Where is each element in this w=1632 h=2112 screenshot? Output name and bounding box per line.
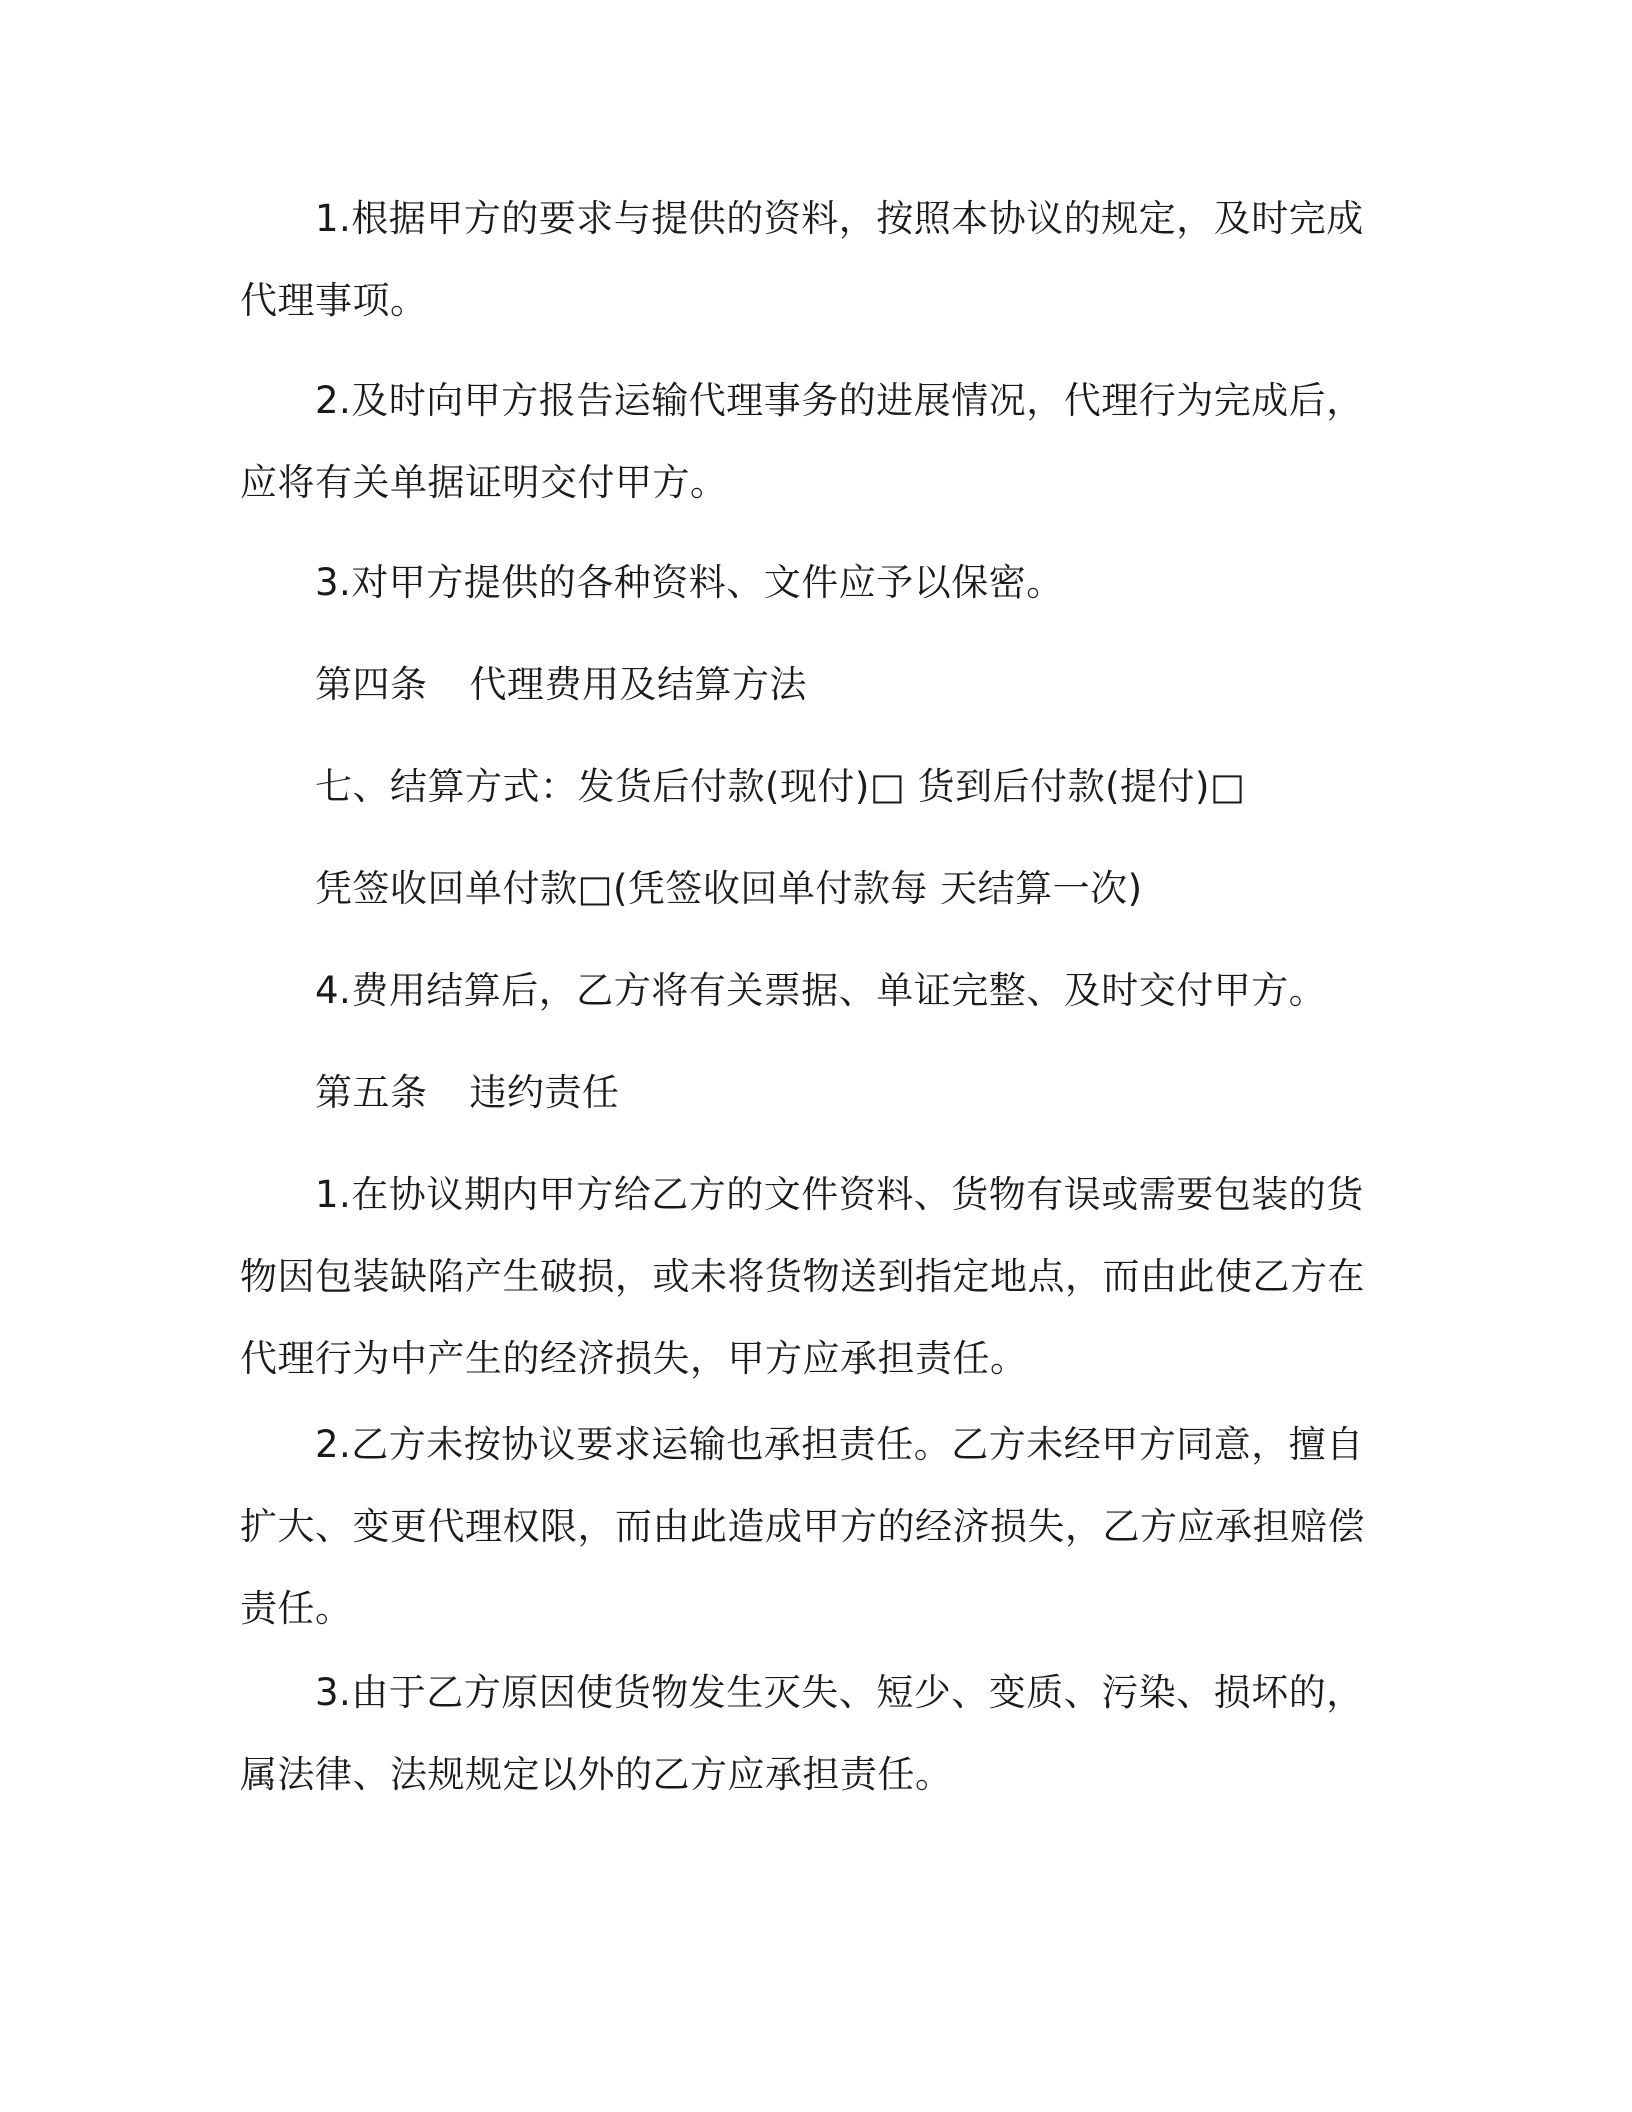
paragraph-clause-3-1 <box>240 178 1364 342</box>
article-title: 代理费用及结算方法 <box>469 663 807 706</box>
article-5-heading <box>240 1052 1360 1134</box>
paragraph-clause-3-2 <box>240 360 1364 524</box>
paragraph-line: 1.在协议期内甲方给乙方的文件资料、货物有误或需要包装的货 <box>315 1173 1364 1216</box>
paragraph-line: 扩大、变更代理权限，而由此造成甲方的经济损失，乙方应承担赔偿 <box>240 1505 1365 1548</box>
paragraph-clause-4-4 <box>240 950 1360 1032</box>
paragraph-line: 凭签收回单付款□(凭签收回单付款每 天结算一次) <box>315 867 1143 910</box>
paragraph-line: 1.根据甲方的要求与提供的资料，按照本协议的规定，及时完成 <box>315 197 1364 240</box>
article-4-heading <box>240 644 1360 726</box>
settlement-method-line <box>240 746 1360 828</box>
receipt-payment-line <box>240 848 1360 930</box>
article-number: 第四条 <box>315 663 428 706</box>
paragraph-line: 物因包装缺陷产生破损，或未将货物送到指定地点，而由此使乙方在 <box>240 1255 1365 1298</box>
article-number: 第五条 <box>315 1071 428 1114</box>
paragraph-line: 2.及时向甲方报告运输代理事务的进展情况，代理行为完成后， <box>315 379 1364 422</box>
paragraph-clause-5-1 <box>240 1154 1365 1400</box>
paragraph-line: 责任。 <box>240 1587 353 1630</box>
paragraph-line: 4.费用结算后，乙方将有关票据、单证完整、及时交付甲方。 <box>315 969 1327 1012</box>
article-title: 违约责任 <box>469 1071 620 1114</box>
paragraph-line: 3.对甲方提供的各种资料、文件应予以保密。 <box>315 561 1064 604</box>
paragraph-clause-5-3 <box>240 1652 1364 1816</box>
paragraph-clause-3-3 <box>240 542 1360 624</box>
paragraph-line: 应将有关单据证明交付甲方。 <box>240 461 728 504</box>
paragraph-line: 代理事项。 <box>240 279 428 322</box>
paragraph-line: 2.乙方未按协议要求运输也承担责任。乙方未经甲方同意，擅自 <box>315 1423 1364 1466</box>
paragraph-line: 3.由于乙方原因使货物发生灭失、短少、变质、污染、损坏的， <box>315 1671 1364 1714</box>
paragraph-line: 属法律、法规规定以外的乙方应承担责任。 <box>240 1753 953 1796</box>
paragraph-line: 代理行为中产生的经济损失，甲方应承担责任。 <box>240 1337 1028 1380</box>
paragraph-clause-5-2 <box>240 1404 1365 1650</box>
paragraph-line: 七、结算方式：发货后付款(现付)□ 货到后付款(提付)□ <box>315 765 1246 808</box>
